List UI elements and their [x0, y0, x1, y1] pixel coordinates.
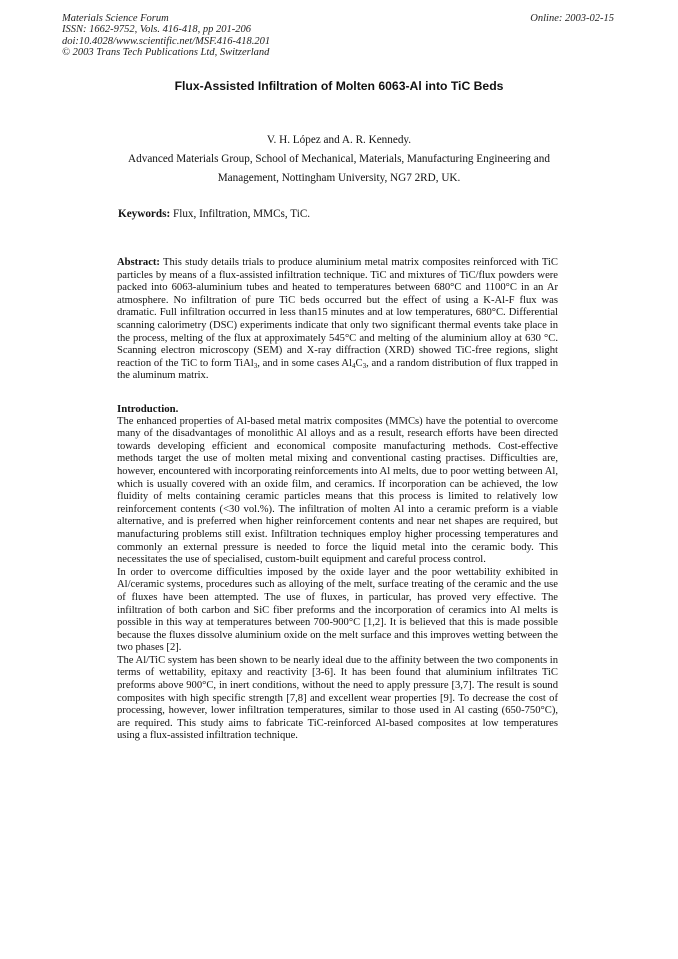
paper-title: Flux-Assisted Infiltration of Molten 6063-Al into TiC Beds [174, 79, 504, 93]
affiliation: Advanced Materials Group, School of Mechanical, Materials, Manufacturing Engineering and Management, Nottingham University, NG7 2RD, UK. [128, 153, 550, 184]
introduction-section [117, 403, 558, 743]
online-date: Online: 2003-02-15 [530, 13, 614, 24]
subscript: 3 [253, 361, 258, 370]
paragraph: The Al/TiC system has been shown to be nearly ideal due to the affinity between the two components in terms of wettability, epitaxy and reactivity [3-6]. It has been found that aluminium infiltrates TiC preforms above 900°C, in inert conditions, without the need to apply pressure [3,7]. The result is sound composites with high specific strength [7,8] and excellent wear properties [9]. To decrease the cost of processing, however, lower infiltration temperatures, similar to those used in Al casting (650-750°C), are required. This study aims to fabricate TiC-reinforced Al-based composites at low temperatures using a flux-assisted infiltration technique. [117, 654, 558, 742]
keywords-text: Flux, Infiltration, MMCs, TiC. [173, 208, 311, 220]
subscript: 3 [362, 361, 367, 370]
journal-header [62, 13, 270, 59]
copyright-line: © 2003 Trans Tech Publications Ltd, Switzerland [62, 47, 270, 59]
section-heading: Introduction. [117, 403, 179, 415]
abstract-text: , and a random distribution of flux trapped in the aluminum matrix. [117, 357, 558, 382]
paragraph: The enhanced properties of Al-based metal matrix composites (MMCs) have the potential to overcome many of the disadvantages of monolithic Al alloys and as a result, research efforts have been directed towards developing efficient and economical composite manufacturing methods. Cost-effective methods target the use of molten metal mixing and conventional casting practises. Difficulties are, however, encountered with incorporating reinforcements into Al melts, due to poor wetting between Al, which is usually covered with an oxide film, and ceramics. If incorporation can be achieved, the low fluidity of melts containing ceramic particles means that this process is limited to relatively low reinforcement contents (<30 vol.%). The infiltration of molten Al into a ceramic preform is a viable alternative, and is preferred when higher reinforcement contents and near net shapes are required, but manufacturing problems still exist. Infiltration techniques employ higher processing temperatures and commonly an external pressure is needed to force the liquid metal into the ceramic body. This necessitates the use of specialised, custom-built equipment and careful process control. [117, 415, 558, 566]
abstract-text: , and in some cases Al [257, 357, 352, 369]
keywords-label: Keywords: [118, 208, 171, 220]
subscript: 4 [351, 361, 356, 370]
abstract-text: C [355, 357, 363, 369]
paragraph: In order to overcome difficulties imposed by the oxide layer and the poor wettability exhibited in Al/ceramic systems, procedures such as alloying of the melt, surface treating of the ceramic and the use of fluxes have been attempted. The use of fluxes, in particular, has proved very effective. The infiltration of both carbon and SiC fiber preforms and the incorporation of ceramics into Al melts is possible in this way at temperatures between 700-900°C [1,2]. It is believed that this is made possible because the fluxes dissolve aluminium oxide on the melt surface and this improves wetting between the two phases [2]. [117, 566, 558, 654]
doi-line: doi:10.4028/www.scientific.net/MSF.416-418.201 [62, 35, 271, 47]
issn-line: ISSN: 1662-9752, Vols. 416-418, pp 201-206 [62, 24, 251, 36]
keywords [118, 208, 558, 220]
abstract-text: This study details trials to produce aluminium metal matrix composites reinforced with TiC particles by means of a flux-assisted infiltration technique. TiC and mixtures of TiC/flux powders were packed into 6063-aluminium tubes and heated to temperatures between 680°C and 1100°C in an Ar atmosphere. No infiltration of pure TiC beds occurred but the effect of using a K-Al-F flux was dramatic. Full infiltration occurred in less than15 minutes and at low temperatures, 680°C. Differential scanning calorimetry (DSC) experiments indicate that only two significant thermal events take place in the process, melting of the flux at approximately 545°C and melting of the aluminium alloy at 630 °C. Scanning electron microscopy (SEM) and X-ray diffraction (XRD) showed TiC-free regions, slight reaction of the TiC to form TiAl [117, 257, 558, 369]
abstract [117, 257, 558, 383]
authors: V. H. López and A. R. Kennedy. [266, 134, 412, 146]
journal-name: Materials Science Forum [62, 13, 169, 24]
abstract-label: Abstract: [117, 257, 160, 268]
